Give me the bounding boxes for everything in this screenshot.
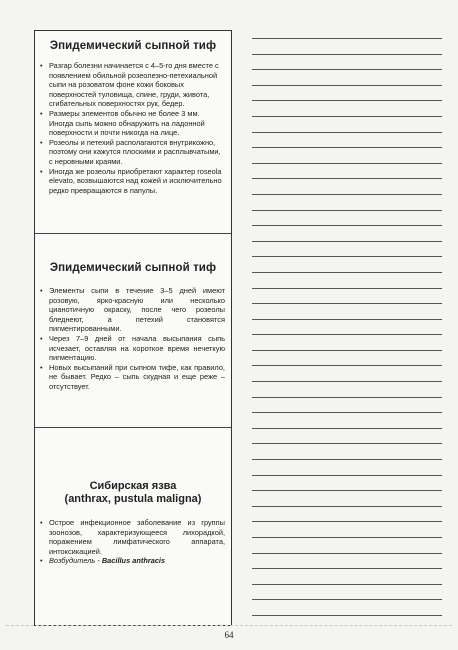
notes-frame bbox=[34, 30, 232, 626]
bullet-item: • Острое инфекционное заболевание из группы зоонозов, характеризующееся лихорадкой, поражением лимфатического аппарата, интоксикацией. bbox=[49, 518, 225, 556]
writing-line bbox=[252, 459, 442, 460]
writing-line bbox=[252, 490, 442, 491]
writing-line bbox=[252, 178, 442, 179]
writing-line bbox=[252, 100, 442, 101]
writing-line bbox=[252, 521, 442, 522]
writing-line bbox=[252, 537, 442, 538]
writing-line bbox=[252, 85, 442, 86]
writing-line bbox=[252, 334, 442, 335]
bullet-item: • Иногда же розеолы приобретают характер roseola elevato, возвышаются над кожей и исключительно редко превращаются в папулы. bbox=[49, 167, 225, 196]
writing-line bbox=[252, 365, 442, 366]
writing-line bbox=[252, 241, 442, 242]
section-anthrax bbox=[35, 480, 231, 566]
bullet-item: • Розеолы и петехий располагаются внутрикожно, поэтому они кажутся плоскими и расплывчатыми, с неровными краями. bbox=[49, 138, 225, 167]
section-title: Эпидемический сыпной тиф bbox=[49, 40, 217, 52]
writing-line bbox=[252, 584, 442, 585]
section-typhus-1 bbox=[35, 40, 231, 195]
bullet-item: • Разгар болезни начинается с 4–5-го дня вместе с появлением обильной розеолезно-петехиальной сыпи на розоватом фоне кожи боковых поверхностей туловища, спине, груди, живота, сгибательных поверхностях рук, бедер. bbox=[49, 61, 225, 109]
bullet-list bbox=[35, 61, 231, 195]
writing-line bbox=[252, 69, 442, 70]
writing-line bbox=[252, 599, 442, 600]
section-title: Эпидемический сыпной тиф bbox=[49, 262, 217, 274]
section-title: Сибирская язва bbox=[89, 480, 177, 492]
pathogen-name: Bacillus anthracis bbox=[101, 556, 166, 566]
writing-line bbox=[252, 147, 442, 148]
writing-line bbox=[252, 553, 442, 554]
bullet-item: • Через 7–9 дней от начала высыпания сыпь исчезает, оставляя на короткое время нечеткую пигментацию. bbox=[49, 334, 225, 363]
writing-line bbox=[252, 381, 442, 382]
section-subtitle: (anthrax, pustula maligna) bbox=[64, 493, 202, 505]
writing-line bbox=[252, 443, 442, 444]
writing-line bbox=[252, 272, 442, 273]
writing-line bbox=[252, 506, 442, 507]
writing-line bbox=[252, 163, 442, 164]
writing-line bbox=[252, 615, 442, 616]
writing-line bbox=[252, 350, 442, 351]
writing-line bbox=[252, 303, 442, 304]
bullet-item-pathogen bbox=[49, 556, 225, 566]
writing-line bbox=[252, 288, 442, 289]
writing-line bbox=[252, 412, 442, 413]
bullet-item: • Размеры элементов обычно не более 3 мм. Иногда сыпь можно обнаружить на ладонной поверхности и почти никогда на лице. bbox=[49, 109, 225, 138]
writing-line bbox=[252, 210, 442, 211]
writing-line bbox=[252, 475, 442, 476]
section-divider bbox=[35, 427, 231, 428]
writing-line bbox=[252, 132, 442, 133]
pathogen-label: Возбудитель - bbox=[49, 556, 102, 566]
page-number: 64 bbox=[224, 630, 234, 640]
section-typhus-2 bbox=[35, 262, 231, 392]
writing-line bbox=[252, 568, 442, 569]
writing-line bbox=[252, 54, 442, 55]
writing-line bbox=[252, 397, 442, 398]
writing-line bbox=[252, 116, 442, 117]
writing-line bbox=[252, 225, 442, 226]
writing-line bbox=[252, 38, 442, 39]
bottom-dashed-rule bbox=[6, 625, 452, 626]
bullet-list bbox=[35, 286, 231, 392]
bullet-list bbox=[35, 518, 231, 566]
writing-line bbox=[252, 428, 442, 429]
writing-line bbox=[252, 319, 442, 320]
writing-line bbox=[252, 256, 442, 257]
bullet-item: • Новых высыпаний при сыпном тифе, как правило, не бывает. Редко – сыпь скудная и еще реже – отсутствует. bbox=[49, 363, 225, 392]
writing-line bbox=[252, 194, 442, 195]
writing-lines bbox=[252, 38, 442, 631]
bullet-item: • Элементы сыпи в течение 3–5 дней имеют розовую, ярко-красную или несколько цианотичную окраску, после чего розеолы бледнеют, а петехий становятся пигментированными. bbox=[49, 286, 225, 334]
section-divider bbox=[35, 233, 231, 234]
